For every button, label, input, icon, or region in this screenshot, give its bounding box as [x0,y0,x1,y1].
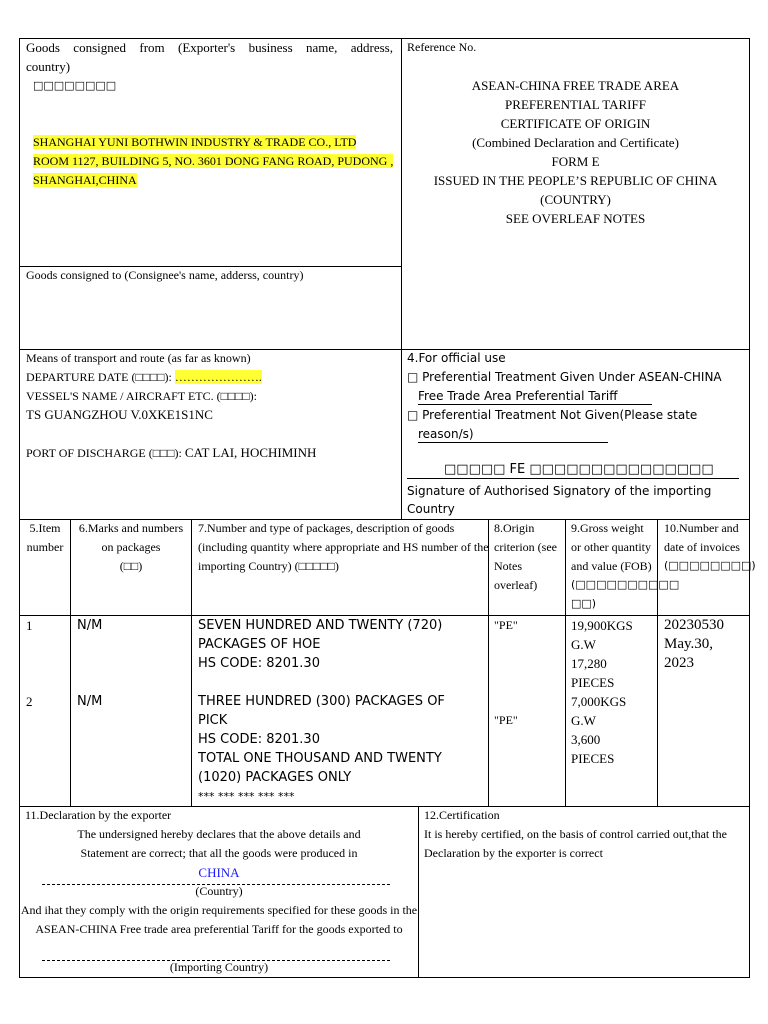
items-marks-col [70,615,192,807]
exporter-label: Goods consigned from (Exporter's business name, address, [26,40,393,55]
certification-text: Declaration by the exporter is correct [424,846,603,860]
garbled-signature-text: □□□□□ FE □□□□□□□□□□□□□□□ [444,462,714,477]
item-weight-line: 3,600 [571,732,601,747]
header-origin-criterion [488,519,566,616]
header-text: (including quantity where appropriate and HS number of the [198,540,489,554]
header-text: 5.Item [29,521,61,535]
header-text: 9.Gross weight [571,521,644,535]
title-line: CERTIFICATE OF ORIGIN [500,116,651,131]
header-text: (□□□□□□□□□□ [571,578,680,591]
reference-label: Reference No. [407,40,477,54]
importing-country-caption: (Importing Country) [169,960,269,974]
header-text: criterion (see [494,540,557,554]
item-description-line: SEVEN HUNDRED AND TWENTY (720) [198,618,443,633]
official-use-label: 4.For official use [407,351,506,365]
header-description [191,519,489,616]
item-marks: N/M [77,618,103,633]
departure-value: …………………. [174,370,262,384]
header-text: and value (FOB) [571,559,652,573]
port-label: PORT OF DISCHARGE (□□□): [26,446,185,460]
transport-box [19,349,402,520]
item-description-line: HS CODE: 8201.30 [198,732,320,747]
vessel-label: VESSEL'S NAME / AIRCRAFT ETC. (□□□□): [26,389,257,403]
item-description-line: TOTAL ONE THOUSAND AND TWENTY [198,751,442,766]
title-line: FORM E [551,154,600,169]
header-gross-weight [565,519,680,616]
certification-box [418,806,750,978]
item-weight-line: G.W [571,713,596,728]
invoice-date: May.30, [664,636,714,652]
invoice-number: 20230530 [664,617,724,633]
item-weight-line: PIECES [571,751,615,766]
item-weight-line: 17,280 [571,656,607,671]
treatment-not-given-option: □ Preferential Treatment Not Given(Please state [407,408,698,422]
header-text: 8.Origin [494,521,535,535]
item-number: 1 [26,618,33,633]
title-line: SEE OVERLEAF NOTES [505,211,646,226]
exporter-city: SHANGHAI,CHINA [33,173,137,187]
header-text: 10.Number and [664,521,739,535]
item-weight-line: 7,000KGS [571,694,627,709]
country-caption: (Country) [195,884,243,898]
header-invoices [657,519,756,616]
header-text: number [26,540,64,554]
invoice-year: 2023 [664,655,694,671]
item-description-line: PICK [198,713,228,728]
title-line: PREFERENTIAL TARIFF [505,97,646,112]
declaration-text: ASEAN-CHINA Free trade area preferential Tariff for the goods exported to [35,922,403,936]
item-description-line: (1020) PACKAGES ONLY [198,770,352,785]
item-criterion: "PE" [494,618,518,632]
header-text: date of invoices [664,540,740,554]
item-marks: N/M [77,694,103,709]
declaration-country: CHINA [198,865,240,880]
title-line: ASEAN-CHINA FREE TRADE AREA [471,78,680,93]
items-weight-col [565,615,658,807]
item-weight-line: G.W [571,637,596,652]
signature-caption: Signature of Authorised Signatory of the importing [407,484,712,498]
header-text: Notes [494,559,522,573]
item-description-line: PACKAGES OF HOE [198,637,321,652]
items-description-col [191,615,489,807]
vessel-value: TS GUANGZHOU V.0XKE1S1NC [26,407,213,422]
exporter-address: ROOM 1127, BUILDING 5, NO. 3601 DONG FANG ROAD, PUDONG , [33,154,394,168]
title-line: (Combined Declaration and Certificate) [472,135,679,150]
transport-label: Means of transport and route (as far as known) [26,351,251,365]
exporter-cjk-label: □□□□□□□□ [33,79,117,92]
signature-caption-cont: Country [407,502,455,516]
exporter-box [19,38,402,267]
items-criterion-col [488,615,566,807]
declaration-text: Statement are correct; that all the goods were produced in [80,846,358,860]
declaration-text: The undersigned hereby declares that the above details and [77,827,361,841]
header-text: 6.Marks and numbers [78,521,184,535]
header-text: overleaf) [494,578,538,592]
departure-label: DEPARTURE DATE (□□□□): [26,370,175,384]
item-weight-line: PIECES [571,675,615,690]
treatment-not-given-reason: reason/s) [418,427,474,441]
official-use-box [401,349,750,520]
header-text: (□□□□□□□□) [664,559,756,572]
declaration-box [19,806,419,978]
consignee-box [19,266,402,350]
header-text: or other quantity [571,540,651,554]
items-item-number-col [19,615,71,807]
port-value: CAT LAI, HOCHIMINH [184,445,317,460]
declaration-label: 11.Declaration by the exporter [25,808,172,822]
header-text: on packages [101,540,161,554]
declaration-text: And ihat they comply with the origin requirements specified for these goods in the [20,903,418,917]
header-text: □□) [571,597,597,610]
item-description-line: HS CODE: 8201.30 [198,656,320,671]
items-invoice-col [657,615,750,807]
header-text: (□□) [119,559,143,573]
header-text: importing Country) (□□□□□) [198,559,339,573]
treatment-given-option: □ Preferential Treatment Given Under ASEAN-CHINA [407,370,722,384]
exporter-label-cont: country) [26,59,71,74]
consignee-label: Goods consigned to (Consignee's name, adderss, country) [26,268,304,282]
title-line: (COUNTRY) [540,192,611,207]
certification-text: It is hereby certified, on the basis of control carried out,that the [424,827,727,841]
item-criterion: "PE" [494,713,518,727]
header-item-number [19,519,71,616]
header-marks [70,519,192,616]
item-description-end-marks: *** *** *** *** *** [198,790,295,803]
header-text: 7.Number and type of packages, description of goods [198,521,455,535]
item-weight-line: 19,900KGS [571,618,633,633]
title-line: ISSUED IN THE PEOPLE’S REPUBLIC OF CHINA [433,173,718,188]
certification-label: 12.Certification [424,808,500,822]
treatment-given-option-cont: Free Trade Area Preferential Tariff [418,389,618,403]
reference-box [401,38,750,350]
exporter-name: SHANGHAI YUNI BOTHWIN INDUSTRY & TRADE CO., LTD [33,135,357,149]
item-description-line: THREE HUNDRED (300) PACKAGES OF [198,694,445,709]
item-number: 2 [26,694,33,709]
